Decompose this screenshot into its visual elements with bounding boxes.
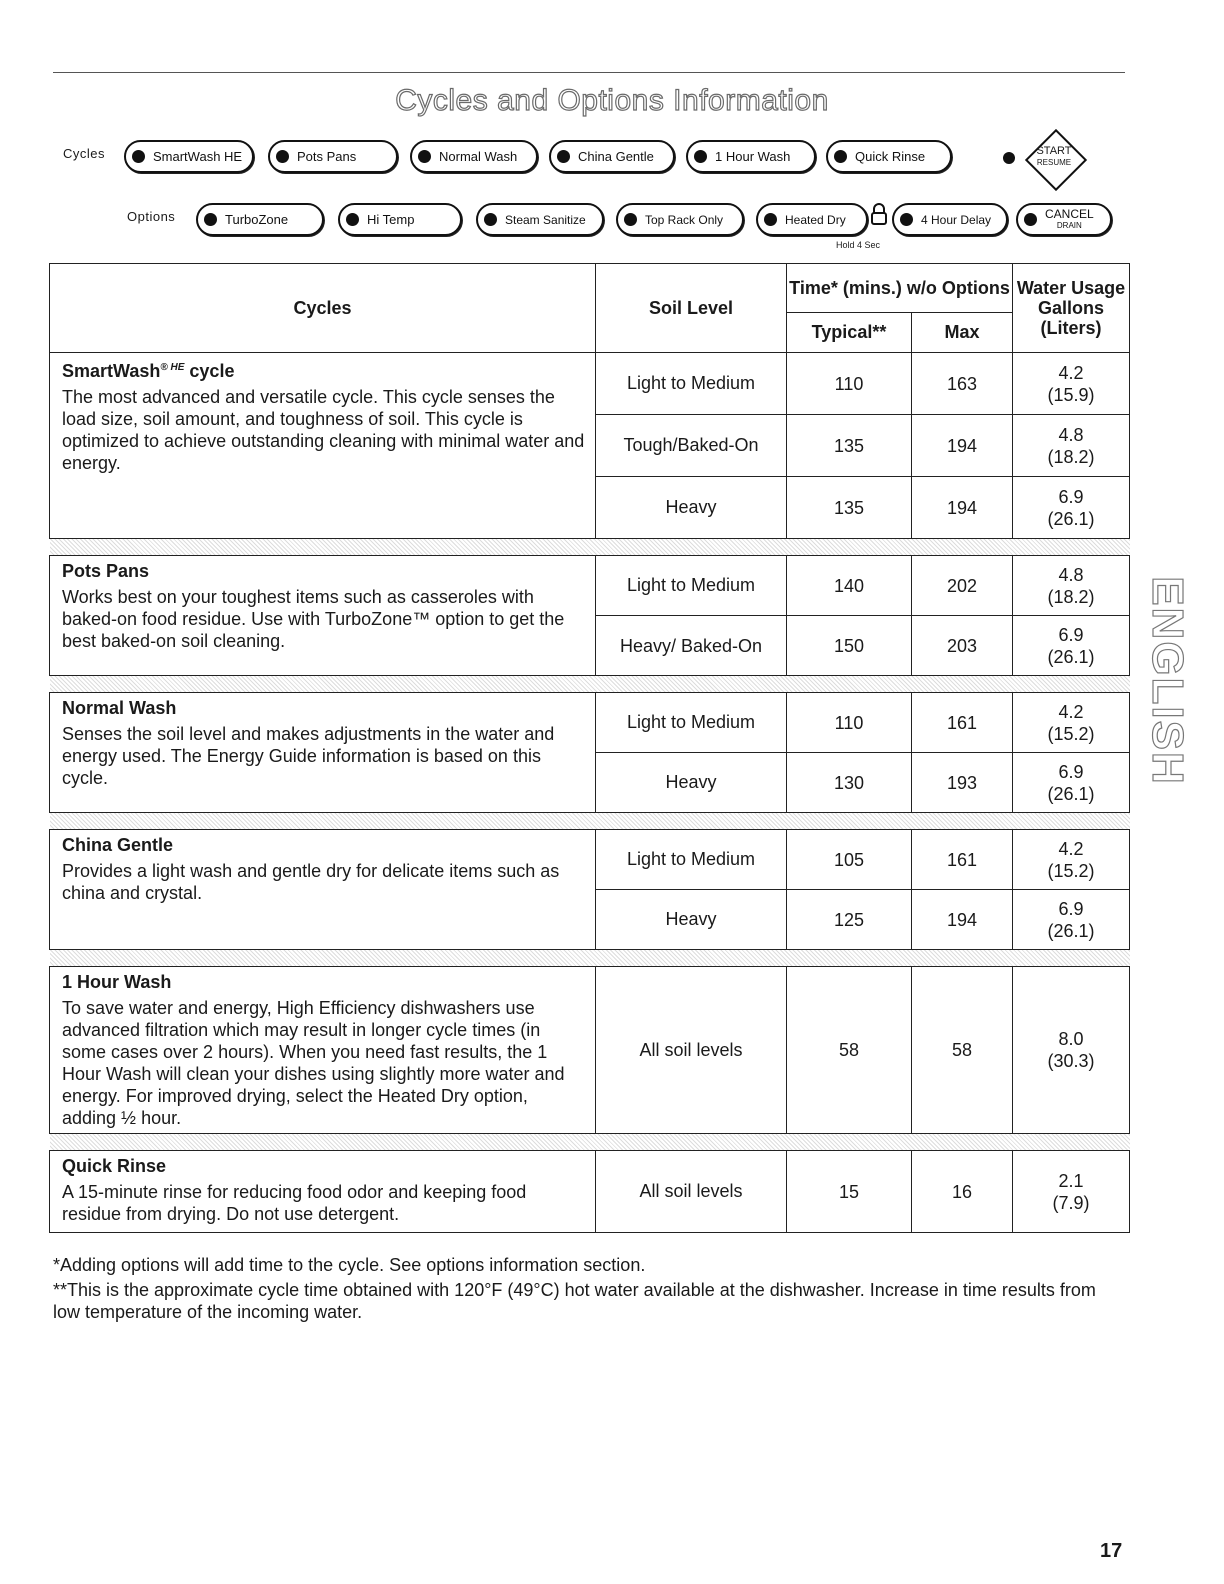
hold-text: Hold 4 Sec <box>836 240 881 250</box>
soil-level: All soil levels <box>596 1151 787 1233</box>
cycle-name: Quick Rinse <box>62 1156 167 1176</box>
footnote-1: *Adding options will add time to the cycle. See options information section. <box>53 1255 646 1275</box>
soil-level: Heavy <box>596 753 787 813</box>
options-label: Options <box>127 209 176 224</box>
indicator-dot-icon <box>346 213 359 226</box>
pots-pans-button[interactable]: Pots Pans <box>268 140 398 173</box>
max-time: 203 <box>912 616 1013 676</box>
water-usage: 6.9 (26.1) <box>1013 616 1130 676</box>
row-separator <box>50 676 1130 693</box>
start-indicator-icon <box>1003 152 1015 164</box>
cycle-name: Pots Pans <box>62 561 150 581</box>
quick-rinse-button[interactable]: Quick Rinse <box>826 140 952 173</box>
typical-time: 125 <box>787 890 912 950</box>
page-number: 17 <box>1100 1540 1123 1562</box>
max-time: 194 <box>912 477 1013 539</box>
water-usage: 4.2 (15.2) <box>1013 693 1130 753</box>
start-label: START <box>1036 145 1072 157</box>
cycles-label: Cycles <box>63 146 106 161</box>
soil-level: Tough/Baked-On <box>596 415 787 477</box>
typical-time: 110 <box>787 693 912 753</box>
indicator-dot-icon <box>204 213 217 226</box>
cycle-description-cell <box>50 967 596 1134</box>
max-time: 202 <box>912 556 1013 616</box>
water-usage: 4.2 (15.9) <box>1013 353 1130 415</box>
cycle-description: Provides a light wash and gentle dry for delicate items such as china and crystal. <box>62 861 560 903</box>
soil-level: Light to Medium <box>596 353 787 415</box>
water-usage: 6.9 (26.1) <box>1013 753 1130 813</box>
water-usage: 6.9 (26.1) <box>1013 477 1130 539</box>
typical-time: 140 <box>787 556 912 616</box>
water-usage: 8.0 (30.3) <box>1013 967 1130 1134</box>
cycles-table <box>49 263 1129 1233</box>
four-hour-delay-button[interactable]: 4 Hour Delay <box>892 203 1008 236</box>
cancel-label: CANCEL <box>1045 206 1094 221</box>
cancel-drain-button[interactable] <box>1016 203 1112 236</box>
drain-label: DRAIN <box>1056 220 1082 230</box>
max-time: 161 <box>912 830 1013 890</box>
typical-time: 135 <box>787 415 912 477</box>
hi-temp-button[interactable]: Hi Temp <box>338 203 462 236</box>
top-rule <box>53 72 1125 73</box>
max-time: 193 <box>912 753 1013 813</box>
header-time: Time* (mins.) w/o Options <box>787 264 1013 313</box>
smartwash-button[interactable]: SmartWash HE <box>124 140 254 173</box>
typical-time: 105 <box>787 830 912 890</box>
water-usage: 6.9 (26.1) <box>1013 890 1130 950</box>
typical-time: 15 <box>787 1151 912 1233</box>
typical-time: 110 <box>787 353 912 415</box>
indicator-dot-icon <box>557 150 570 163</box>
max-time: 58 <box>912 967 1013 1134</box>
header-cycles: Cycles <box>50 264 596 353</box>
steam-sanitize-button[interactable]: Steam Sanitize <box>476 203 604 236</box>
typical-time: 130 <box>787 753 912 813</box>
lock-icon <box>870 203 888 225</box>
cycle-description-cell <box>50 830 596 950</box>
indicator-dot-icon <box>418 150 431 163</box>
soil-level: Light to Medium <box>596 830 787 890</box>
indicator-dot-icon <box>764 213 777 226</box>
max-time: 161 <box>912 693 1013 753</box>
typical-time: 135 <box>787 477 912 539</box>
typical-time: 150 <box>787 616 912 676</box>
indicator-dot-icon <box>276 150 289 163</box>
soil-level: Heavy/ Baked-On <box>596 616 787 676</box>
footnote-2: **This is the approximate cycle time obtained with 120°F (49°C) hot water available at the dishwasher. Increase in time results from low temperature of the incoming water. <box>53 1280 1096 1322</box>
footnotes <box>53 1254 1113 1326</box>
cycle-description: Works best on your toughest items such as casseroles with baked-on food residue. Use with TurboZone™ option to get the best baked-on soil cleaning. <box>62 587 565 651</box>
top-rack-only-button[interactable]: Top Rack Only <box>616 203 744 236</box>
resume-label: RESUME <box>1036 158 1072 167</box>
water-usage: 4.2 (15.2) <box>1013 830 1130 890</box>
cycle-name: China Gentle <box>62 835 174 855</box>
china-gentle-button[interactable]: China Gentle <box>549 140 675 173</box>
header-typical: Typical** <box>787 313 912 353</box>
cycle-description: To save water and energy, High Efficiency dishwashers use advanced filtration which may result in longer cycle times (in some cases over 2 hours). When you need fast results, the 1 Hour Wash will clean your dishes using slightly more water and energy. For improved drying, select the Heated Dry option, adding ½ hour. <box>62 998 565 1128</box>
typical-time: 58 <box>787 967 912 1134</box>
soil-level: Heavy <box>596 477 787 539</box>
indicator-dot-icon <box>132 150 145 163</box>
cycle-description-cell <box>50 693 596 813</box>
cycle-description-cell <box>50 353 596 539</box>
water-usage: 4.8 (18.2) <box>1013 556 1130 616</box>
row-separator <box>50 539 1130 556</box>
row-separator <box>50 950 1130 967</box>
indicator-dot-icon <box>624 213 637 226</box>
max-time: 194 <box>912 890 1013 950</box>
normal-wash-button[interactable]: Normal Wash <box>410 140 538 173</box>
cycle-description: The most advanced and versatile cycle. This cycle senses the load size, soil amount, and toughness of soil. This cycle is optimized to achieve outstanding cleaning with minimal water and energy. <box>62 387 585 473</box>
cycle-name: Normal Wash <box>62 698 177 718</box>
indicator-dot-icon <box>694 150 707 163</box>
indicator-dot-icon <box>900 213 913 226</box>
indicator-dot-icon <box>1024 213 1037 226</box>
soil-level: Heavy <box>596 890 787 950</box>
cycle-description: Senses the soil level and makes adjustments in the water and energy used. The Energy Guide information is based on this cycle. <box>62 724 555 788</box>
max-time: 194 <box>912 415 1013 477</box>
row-separator <box>50 1134 1130 1151</box>
indicator-dot-icon <box>484 213 497 226</box>
header-soil-level: Soil Level <box>596 264 787 353</box>
indicator-dot-icon <box>834 150 847 163</box>
header-water: Water Usage Gallons (Liters) <box>1013 264 1130 353</box>
water-usage: 4.8 (18.2) <box>1013 415 1130 477</box>
water-usage: 2.1 (7.9) <box>1013 1151 1130 1233</box>
start-resume-button[interactable] <box>1026 130 1082 186</box>
row-separator <box>50 813 1130 830</box>
cycle-description-cell <box>50 1151 596 1233</box>
max-time: 163 <box>912 353 1013 415</box>
max-time: 16 <box>912 1151 1013 1233</box>
turbozone-button[interactable]: TurboZone <box>196 203 324 236</box>
cycle-name: 1 Hour Wash <box>62 972 172 992</box>
cycle-description-cell <box>50 556 596 676</box>
cycle-name: SmartWash$^{® HE}$ cycle <box>62 361 235 381</box>
header-max: Max <box>912 313 1013 353</box>
page-title: Cycles and Options Information <box>395 84 829 117</box>
soil-level: All soil levels <box>596 967 787 1134</box>
heated-dry-button[interactable]: Heated Dry <box>756 203 868 236</box>
language-side-tab: ENGLISH <box>1143 576 1192 786</box>
soil-level: Light to Medium <box>596 693 787 753</box>
cycle-description: A 15-minute rinse for reducing food odor and keeping food residue from drying. Do not use detergent. <box>62 1182 527 1224</box>
soil-level: Light to Medium <box>596 556 787 616</box>
one-hour-wash-button[interactable]: 1 Hour Wash <box>686 140 816 173</box>
